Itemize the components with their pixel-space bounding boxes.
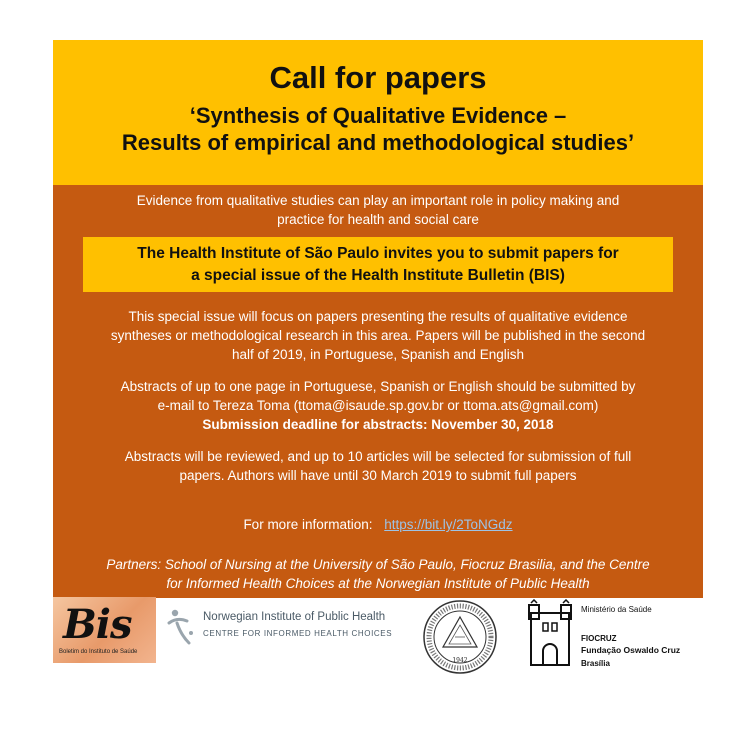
nip-name: Norwegian Institute of Public Health	[203, 611, 386, 623]
fiocruz-logo	[525, 599, 695, 671]
fiocruz-name: FIOCRUZ	[581, 634, 617, 643]
invitation-box	[83, 237, 673, 292]
nip-subtitle: CENTRE FOR INFORMED HEALTH CHOICES	[203, 629, 393, 638]
nip-figure-icon	[165, 607, 197, 647]
more-info-label: For more information:	[243, 517, 373, 532]
intro-line-2: practice for health and social care	[277, 212, 479, 227]
fiocruz-castle-icon	[525, 599, 575, 667]
call-for-papers-poster	[53, 40, 703, 598]
fiocruz-full-name: Fundação Oswaldo Cruz	[581, 645, 681, 655]
poster-title: Call for papers	[269, 60, 487, 95]
poster-header	[53, 40, 703, 185]
focus-paragraph	[63, 307, 693, 364]
subtitle-line-2: Results of empirical and methodological studies’	[121, 130, 635, 155]
norwegian-institute-logo	[165, 605, 405, 651]
abstracts-line-2: e-mail to Tereza Toma (ttoma@isaude.sp.gov.br or ttoma.ats@gmail.com)	[157, 398, 599, 413]
bis-logo	[53, 597, 156, 663]
fiocruz-ministry: Ministério da Saúde	[581, 605, 652, 614]
partners-text	[63, 555, 693, 593]
partner-logos	[53, 597, 703, 677]
seal-emblem-icon	[417, 597, 503, 677]
abstracts-paragraph	[63, 377, 693, 434]
subtitle-line-1: ‘Synthesis of Qualitative Evidence –	[189, 103, 567, 128]
review-paragraph	[63, 447, 693, 485]
focus-line-3: half of 2019, in Portuguese, Spanish and English	[232, 347, 524, 362]
seal-year: 1942	[452, 657, 468, 664]
invite-line-2: a special issue of the Health Institute Bulletin (BIS)	[191, 266, 565, 284]
bis-logo-caption: Boletim do Instituto de Saúde	[59, 649, 138, 655]
partners-line-2: for Informed Health Choices at the Norwegian Institute of Public Health	[166, 576, 590, 591]
intro-line-1: Evidence from qualitative studies can play an important role in policy making and	[136, 193, 620, 208]
more-information	[53, 515, 703, 534]
intro-text	[81, 185, 675, 229]
poster-body	[53, 185, 703, 598]
review-line-1: Abstracts will be reviewed, and up to 10 articles will be selected for submission of full	[124, 449, 632, 464]
more-info-link[interactable]: https://bit.ly/2ToNGdz	[384, 517, 513, 532]
university-seal-logo	[417, 597, 503, 677]
bis-logo-word: Bis	[63, 601, 132, 648]
invite-line-1: The Health Institute of São Paulo invites you to submit papers for	[137, 244, 619, 262]
focus-line-2: syntheses or methodological research in this area. Papers will be published in the second	[110, 328, 646, 343]
fiocruz-city: Brasília	[581, 659, 610, 668]
partners-line-1: Partners: School of Nursing at the University of São Paulo, Fiocruz Brasilia, and the Centre	[106, 557, 650, 572]
poster-subtitle	[53, 102, 703, 156]
review-line-2: papers. Authors will have until 30 March 2019 to submit full papers	[179, 468, 577, 483]
focus-line-1: This special issue will focus on papers presenting the results of qualitative evidence	[128, 309, 628, 324]
submission-deadline: Submission deadline for abstracts: November 30, 2018	[202, 417, 554, 432]
abstracts-line-1: Abstracts of up to one page in Portuguese, Spanish or English should be submitted by	[120, 379, 636, 394]
